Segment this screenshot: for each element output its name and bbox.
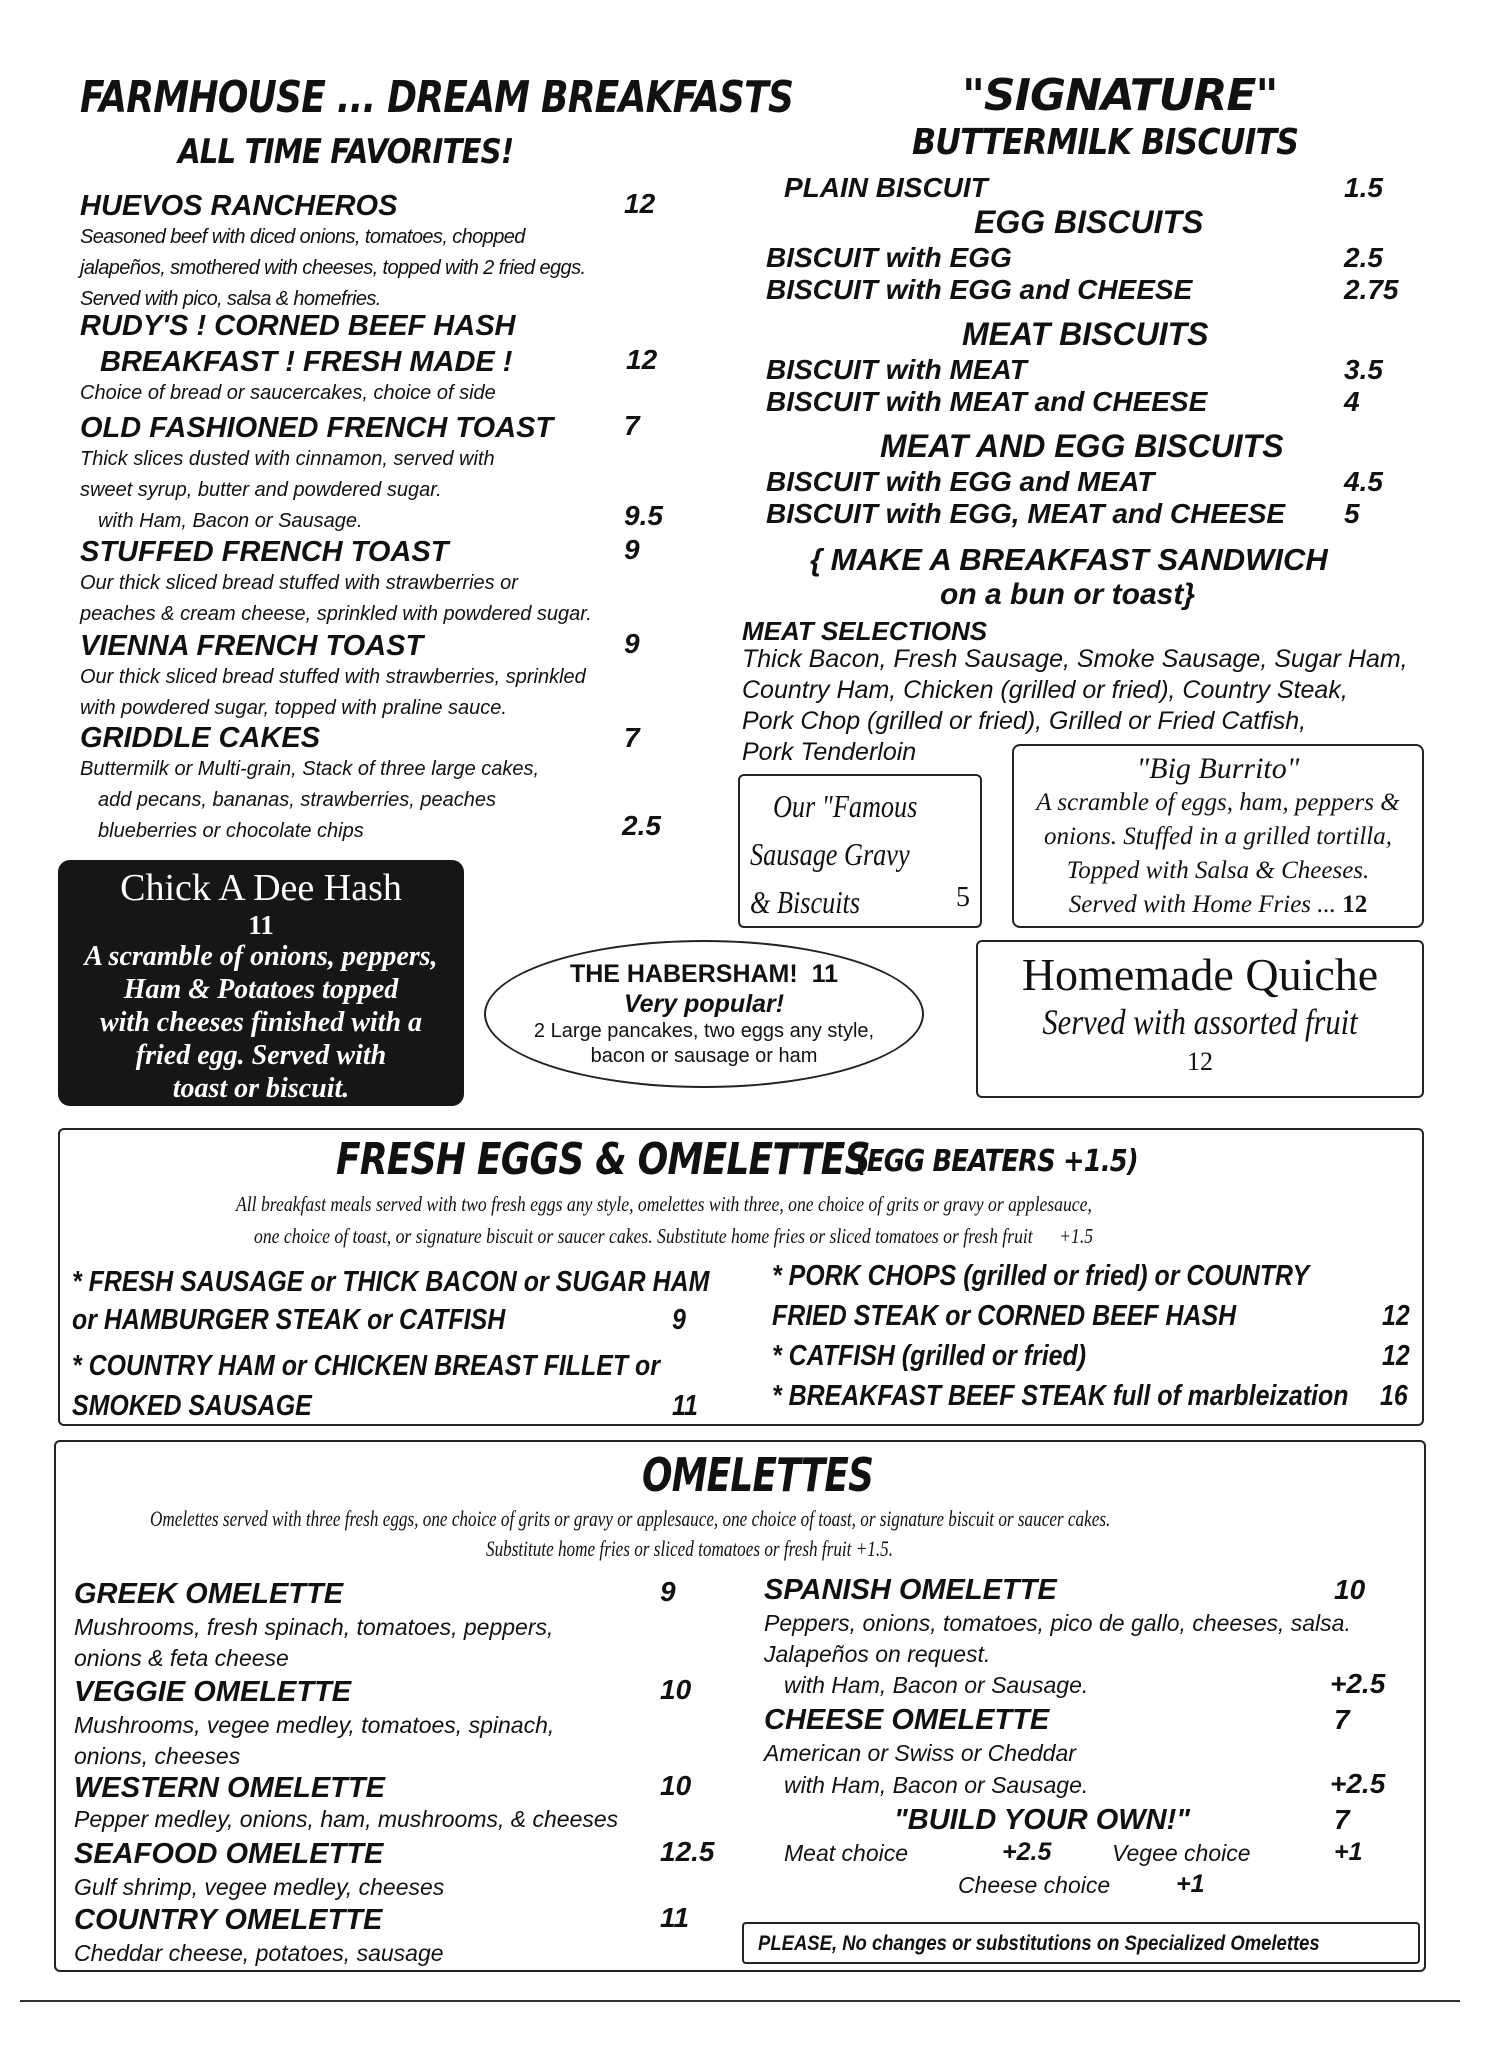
omelette-veggie-price: 10 — [660, 1674, 692, 1705]
fresh-right-1-line2: FRIED STEAK or CORNED BEEF HASH — [772, 1300, 1237, 1332]
fresh-left-1-price: 9 — [672, 1304, 686, 1336]
omelette-greek-price: 9 — [660, 1576, 676, 1607]
habersham-price: 11 — [811, 960, 839, 988]
omelette-spanish-desc: Peppers, onions, tomatoes, pico de gallo, cheeses, salsa. Jalapeños on request. — [764, 1610, 1351, 1667]
fresh-eggs-title: FRESH EGGS & OMELETTES — [336, 1134, 870, 1185]
meat-egg-biscuit-row-1: BISCUIT with EGG and MEAT — [766, 466, 1155, 497]
egg-biscuit-price-2: 2.75 — [1344, 274, 1399, 305]
omelette-greek-name: GREEK OMELETTE — [74, 1578, 344, 1610]
fresh-right-2-line1: * CATFISH (grilled or fried) — [772, 1340, 1087, 1372]
habersham-box — [484, 940, 924, 1088]
omelette-cheese-addon-price: +2.5 — [1330, 1768, 1386, 1799]
big-burrito-title: "Big Burrito" — [1136, 752, 1300, 785]
omelette-cheese-desc: American or Swiss or Cheddar — [764, 1740, 1076, 1766]
sandwich-line2: on a bun or toast} — [940, 578, 1195, 611]
omelette-seafood-desc: Gulf shrimp, vegee medley, cheeses — [74, 1874, 445, 1900]
item-oldfashioned-addon: with Ham, Bacon or Sausage. — [98, 510, 363, 532]
item-oldfashioned-addon-price: 9.5 — [624, 500, 663, 531]
no-substitutions-notice-box — [742, 1922, 1420, 1964]
quiche-title: Homemade Quiche — [1021, 949, 1379, 1000]
big-burrito-box — [1012, 744, 1424, 928]
meat-biscuit-row-2: BISCUIT with MEAT and CHEESE — [766, 386, 1208, 417]
habersham-title: THE HABERSHAM! — [569, 960, 798, 988]
item-stuffed-desc: Our thick sliced bread stuffed with strawberries or peaches & cream cheese, sprinkled with powdered sugar. — [80, 572, 592, 625]
item-rudys-name: RUDY'S ! CORNED BEEF HASH — [80, 310, 516, 342]
omelette-seafood-name: SEAFOOD OMELETTE — [74, 1838, 384, 1870]
omelette-greek-desc: Mushrooms, fresh spinach, tomatoes, peppers, onions & feta cheese — [74, 1614, 554, 1671]
fresh-left-2-line1: * COUNTRY HAM or CHICKEN BREAST FILLET or — [72, 1350, 660, 1382]
fresh-eggs-desc1: All breakfast meals served with two fresh eggs any style, omelettes with three, one choice of grits or gravy or applesauce, — [236, 1192, 1092, 1216]
quiche-price: 12 — [1187, 1047, 1213, 1076]
build-cheese-price: +1 — [1176, 1870, 1205, 1898]
item-vienna-name: VIENNA FRENCH TOAST — [80, 630, 424, 662]
fresh-right-1-price: 12 — [1382, 1300, 1410, 1332]
quiche-subtitle: Served with assorted fruit — [1042, 1002, 1358, 1042]
fresh-left-1-line2: or HAMBURGER STEAK or CATFISH — [72, 1304, 506, 1336]
build-your-own-price: 7 — [1334, 1804, 1350, 1835]
big-burrito-price: 12 — [1342, 891, 1368, 918]
egg-biscuits-heading: EGG BISCUITS — [974, 204, 1204, 240]
meat-selections-heading: MEAT SELECTIONS — [742, 616, 988, 646]
item-vienna-desc: Our thick sliced bread stuffed with strawberries, sprinkled with powdered sugar, topped with praline sauce. — [80, 666, 586, 719]
sausage-gravy-box — [738, 774, 982, 928]
plain-biscuit-name: PLAIN BISCUIT — [784, 172, 988, 203]
fresh-right-3-price: 16 — [1380, 1380, 1408, 1412]
item-stuffed-name: STUFFED FRENCH TOAST — [80, 536, 449, 568]
omelette-cheese-addon: with Ham, Bacon or Sausage. — [784, 1772, 1089, 1798]
fresh-right-2-price: 12 — [1382, 1340, 1410, 1372]
item-huevos-desc: Seasoned beef with diced onions, tomatoes, chopped jalapeños, smothered with cheeses, topped with 2 fried eggs. Served with pico, salsa & homefries. — [80, 226, 586, 310]
item-griddle-name: GRIDDLE CAKES — [80, 722, 321, 754]
habersham-tag: Very popular! — [623, 990, 785, 1018]
quiche-box — [976, 940, 1424, 1098]
omelette-veggie-name: VEGGIE OMELETTE — [74, 1676, 352, 1708]
meat-egg-biscuit-price-2: 5 — [1344, 498, 1360, 529]
fresh-left-2-line2: SMOKED SAUSAGE — [72, 1390, 312, 1422]
meat-biscuit-price-2: 4 — [1344, 386, 1360, 417]
item-stuffed-price: 9 — [624, 534, 640, 565]
fresh-right-1-line1: * PORK CHOPS (grilled or fried) or COUNTRY — [772, 1260, 1310, 1292]
fresh-right-3-line1: * BREAKFAST BEEF STEAK full of marbleization — [772, 1380, 1349, 1412]
omelette-spanish-addon: with Ham, Bacon or Sausage. — [784, 1672, 1089, 1698]
habersham-title-row — [486, 960, 922, 989]
biscuits-subtitle: BUTTERMILK BISCUITS — [912, 122, 1299, 163]
biscuits-title: "SIGNATURE" — [962, 70, 1278, 121]
item-huevos-name: HUEVOS RANCHEROS — [80, 190, 398, 222]
item-oldfashioned-name: OLD FASHIONED FRENCH TOAST — [80, 412, 554, 444]
omelette-spanish-addon-price: +2.5 — [1330, 1668, 1386, 1699]
sandwich-line1: { MAKE A BREAKFAST SANDWICH — [810, 542, 1328, 577]
fresh-left-1-line1: * FRESH SAUSAGE or THICK BACON or SUGAR HAM — [72, 1266, 710, 1298]
sausage-gravy-text: Our "Famous Sausage Gravy & Biscuits — [750, 788, 918, 920]
omelette-spanish-name: SPANISH OMELETTE — [764, 1574, 1057, 1606]
habersham-desc: 2 Large pancakes, two eggs any style, bacon or sausage or ham — [533, 1020, 875, 1067]
omelette-country-price: 11 — [660, 1902, 690, 1933]
omelette-western-name: WESTERN OMELETTE — [74, 1772, 385, 1804]
meat-biscuit-row-1: BISCUIT with MEAT — [766, 354, 1027, 385]
build-meat-choice: Meat choice — [784, 1840, 909, 1866]
build-vegee-price: +1 — [1334, 1838, 1363, 1866]
meat-biscuit-price-1: 3.5 — [1344, 354, 1383, 385]
omelette-cheese-price: 7 — [1334, 1704, 1350, 1735]
omelette-cheese-name: CHEESE OMELETTE — [764, 1704, 1050, 1736]
fresh-eggs-desc2-price: +1.5 — [1059, 1224, 1094, 1248]
item-griddle-addon-price: 2.5 — [622, 810, 661, 841]
fresh-eggs-note: (EGG BEATERS +1.5) — [856, 1144, 1138, 1179]
omelette-western-price: 10 — [660, 1770, 692, 1801]
fresh-eggs-desc2: one choice of toast, or signature biscuit or saucer cakes. Substitute home fries or sliced tomatoes or fresh fruit +1.5 — [254, 1224, 1094, 1248]
omelette-seafood-price: 12.5 — [660, 1836, 715, 1867]
chick-a-dee-price: 11 — [248, 910, 274, 940]
meat-biscuits-heading: MEAT BISCUITS — [962, 316, 1209, 352]
build-vegee-choice: Vegee choice — [1112, 1840, 1251, 1866]
meat-egg-biscuit-row-2: BISCUIT with EGG, MEAT and CHEESE — [766, 498, 1286, 529]
breakfasts-subtitle: ALL TIME FAVORITES! — [178, 132, 514, 172]
build-your-own-name: "BUILD YOUR OWN!" — [894, 1804, 1191, 1836]
egg-biscuit-price-1: 2.5 — [1344, 242, 1383, 273]
chick-a-dee-desc: A scramble of onions, peppers, Ham & Potatoes topped with cheeses finished with a fried egg. Served with toast or biscuit. — [84, 941, 438, 1104]
item-rudys-price: 12 — [626, 344, 658, 375]
chick-a-dee-box — [58, 860, 464, 1106]
chick-a-dee-title: Chick A Dee Hash — [120, 867, 402, 909]
plain-biscuit-price: 1.5 — [1344, 172, 1383, 203]
item-oldfashioned-desc: Thick slices dusted with cinnamon, served with sweet syrup, butter and powdered sugar. — [80, 448, 495, 501]
omelette-veggie-desc: Mushrooms, vegee medley, tomatoes, spinach, onions, cheeses — [74, 1712, 555, 1769]
meat-selections-list: Thick Bacon, Fresh Sausage, Smoke Sausage, Sugar Ham, Country Ham, Chicken (grilled or fried), Country Steak, Pork Chop (grilled or fried), Grilled or Fried Catfish, Pork Tenderloin — [742, 645, 1408, 766]
omelettes-desc1: Omelettes served with three fresh eggs, one choice of grits or gravy or applesauce, one choice of toast, or signature biscuit or saucer cakes. — [150, 1506, 1111, 1531]
big-burrito-desc: A scramble of eggs, ham, peppers & onions. Stuffed in a grilled tortilla, Topped with Salsa & Cheeses. Served with Home Fries ... 12 — [1036, 789, 1400, 918]
fresh-left-2-price: 11 — [672, 1390, 698, 1422]
build-cheese-choice: Cheese choice — [958, 1872, 1111, 1898]
sausage-gravy-price: 5 — [956, 882, 970, 913]
item-rudys-name2: BREAKFAST ! FRESH MADE ! — [100, 346, 513, 378]
egg-biscuit-row-1: BISCUIT with EGG — [766, 242, 1012, 273]
item-oldfashioned-price: 7 — [624, 410, 640, 441]
item-griddle-price: 7 — [624, 722, 640, 753]
meat-egg-biscuit-price-1: 4.5 — [1344, 466, 1383, 497]
item-vienna-price: 9 — [624, 628, 640, 659]
breakfasts-title: FARMHOUSE ... DREAM BREAKFASTS — [80, 72, 794, 123]
omelette-country-name: COUNTRY OMELETTE — [74, 1904, 383, 1936]
omelettes-title: OMELETTES — [642, 1448, 874, 1502]
bottom-divider — [20, 2000, 1460, 2002]
item-huevos-price: 12 — [624, 188, 656, 219]
meat-egg-biscuits-heading: MEAT AND EGG BISCUITS — [880, 428, 1284, 464]
omelette-spanish-price: 10 — [1334, 1574, 1366, 1605]
omelette-western-desc: Pepper medley, onions, ham, mushrooms, & cheeses — [74, 1806, 619, 1832]
omelettes-desc2: Substitute home fries or sliced tomatoes or fresh fruit +1.5. — [486, 1536, 894, 1561]
omelette-country-desc: Cheddar cheese, potatoes, sausage — [74, 1940, 444, 1966]
item-rudys-desc: Choice of bread or saucercakes, choice of side — [80, 382, 496, 404]
build-meat-price: +2.5 — [1002, 1838, 1052, 1866]
item-griddle-desc: Buttermilk or Multi-grain, Stack of three large cakes, add pecans, bananas, strawberries, peaches blueberries or chocolate chips — [80, 758, 540, 842]
no-substitutions-notice: PLEASE, No changes or substitutions on Specialized Omelettes — [758, 1932, 1320, 1955]
egg-biscuit-row-2: BISCUIT with EGG and CHEESE — [766, 274, 1193, 305]
